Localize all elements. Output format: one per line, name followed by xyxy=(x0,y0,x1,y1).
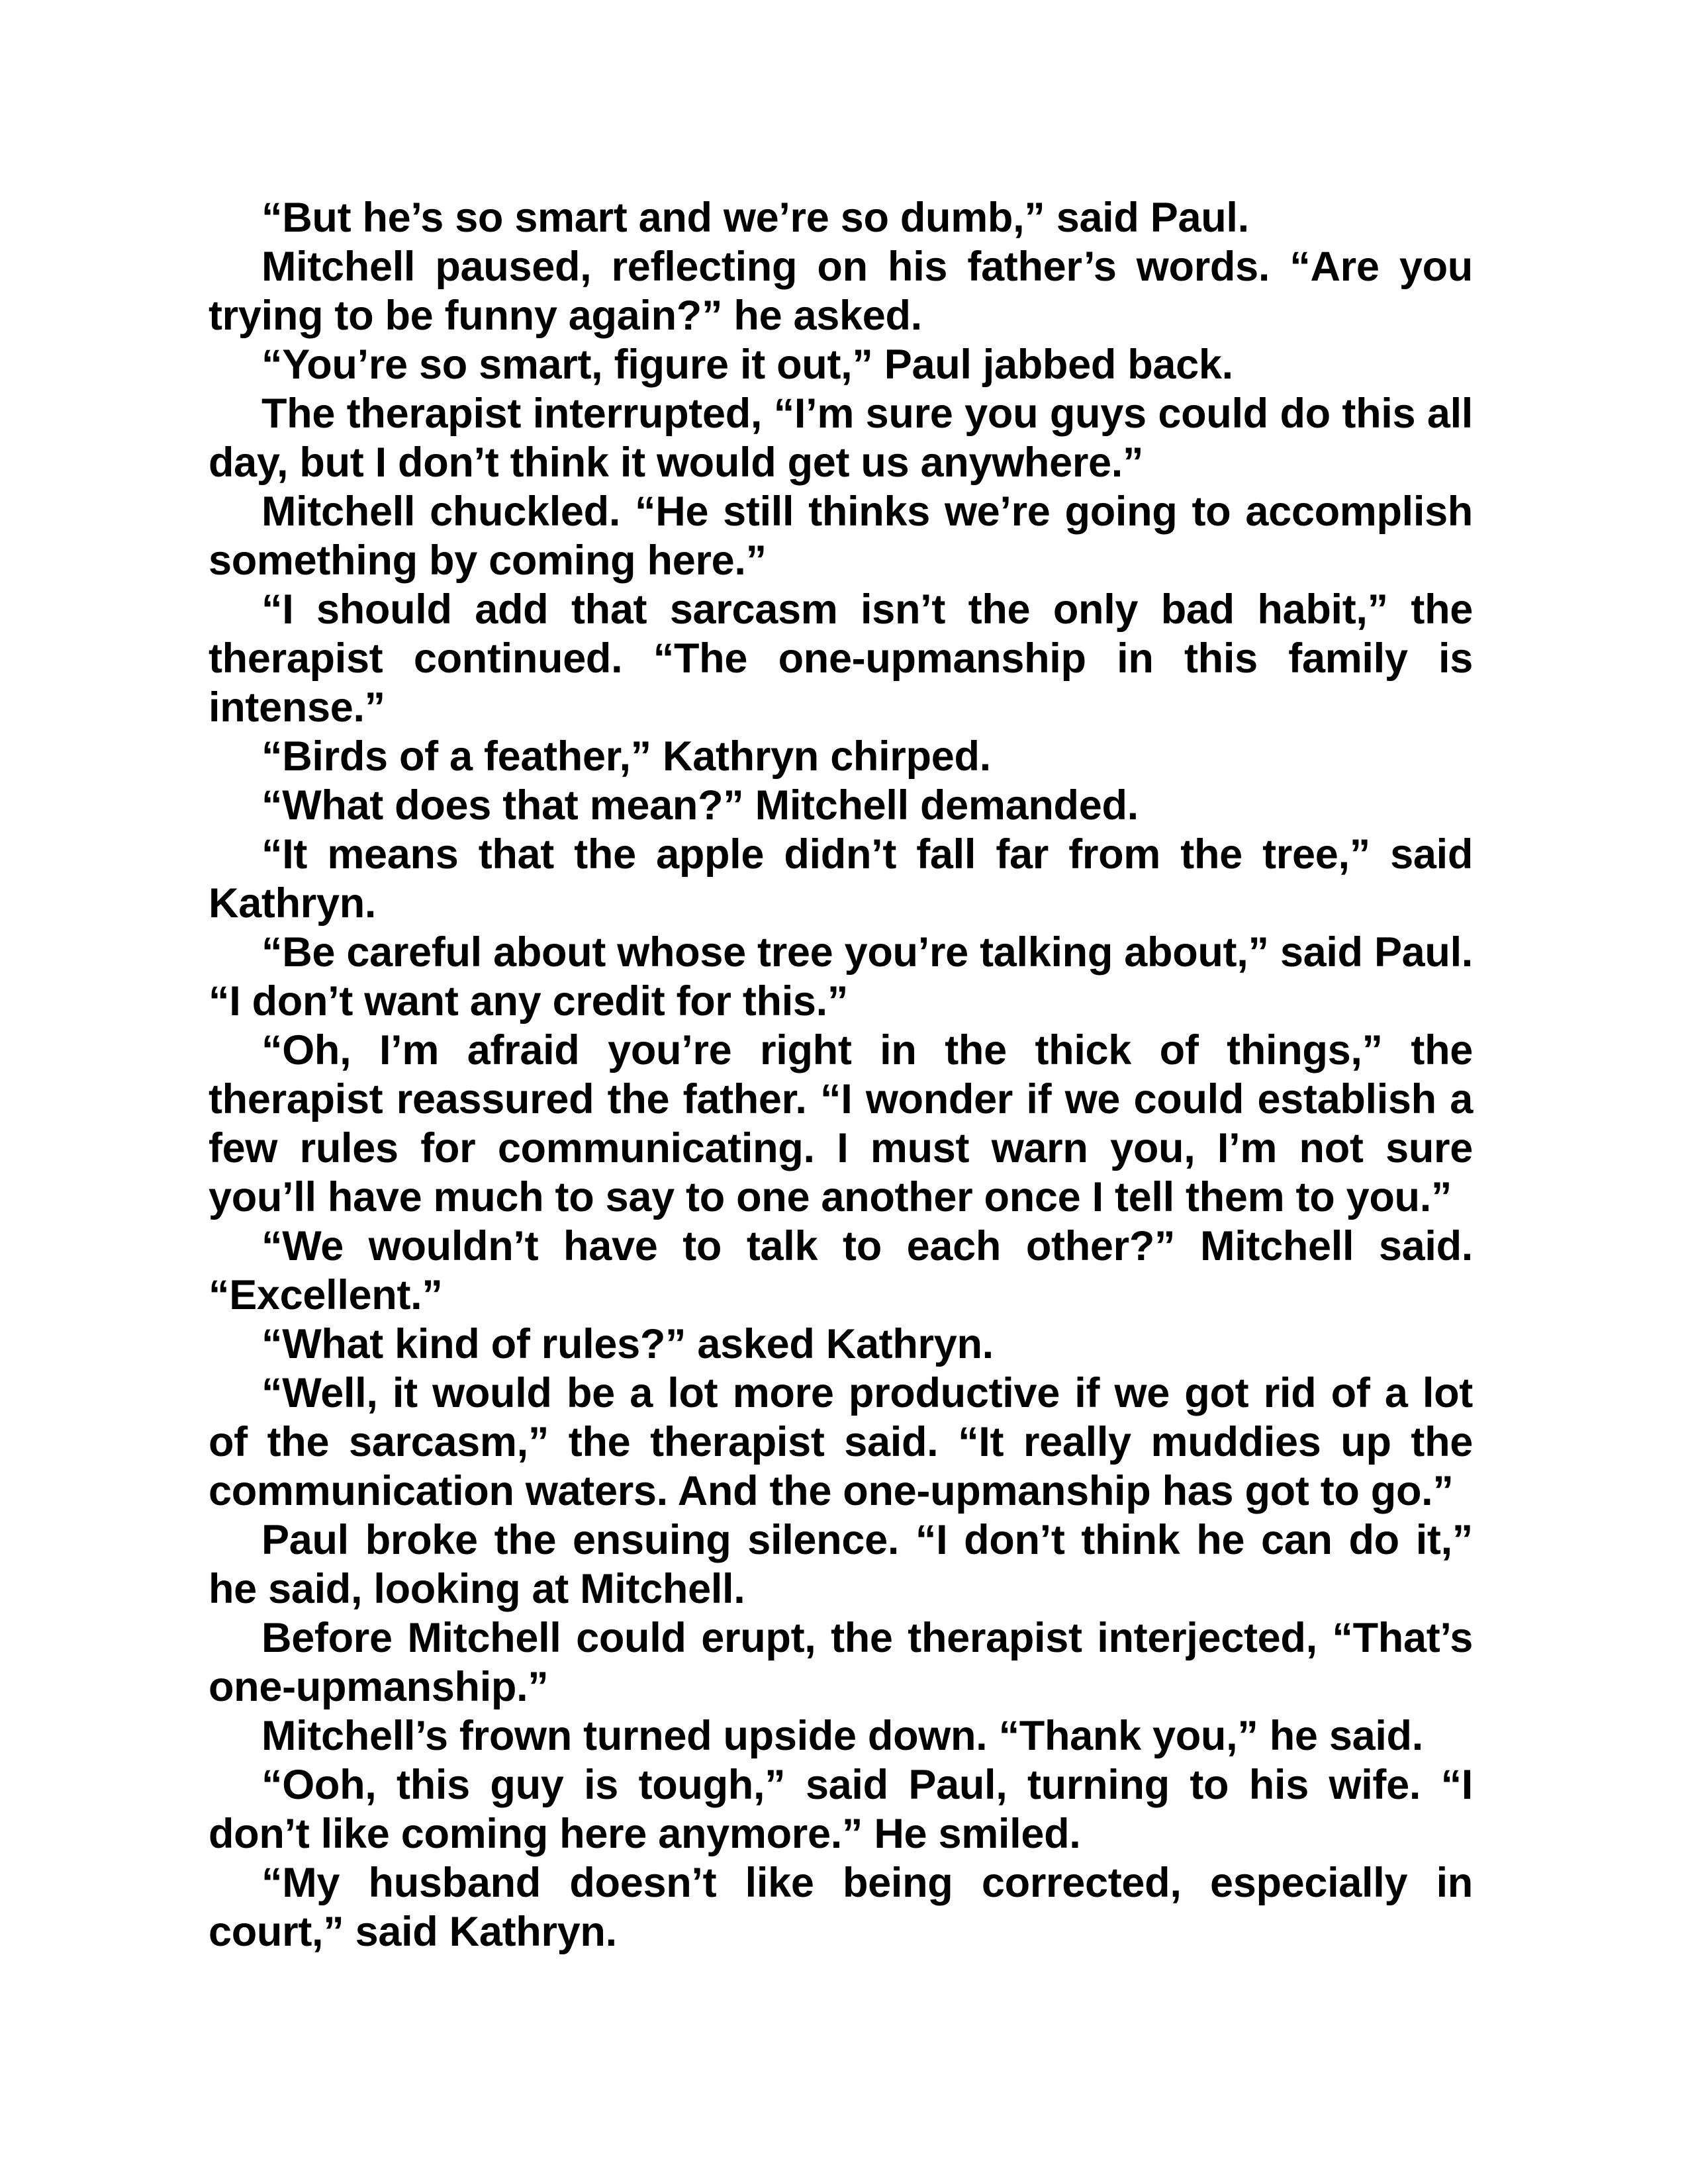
paragraph: “I should add that sarcasm isn’t the only bad habit,” the therapist continued. “The one-upmanship in this family is intense.” xyxy=(209,586,1473,731)
paragraph: “Well, it would be a lot more productive if we got rid of a lot of the sarcasm,” the therapist said. “It really muddies up the communication waters. And the one-upmanship has got to go.” xyxy=(209,1370,1473,1514)
paragraph: “We wouldn’t have to talk to each other?” Mitchell said. “Excellent.” xyxy=(209,1223,1473,1318)
paragraph: Mitchell chuckled. “He still thinks we’re going to accomplish something by coming here.” xyxy=(209,488,1473,584)
paragraph: “What does that mean?” Mitchell demanded. xyxy=(261,782,1139,829)
paragraph: “Oh, I’m afraid you’re right in the thick of things,” the therapist reassured the father. “I wonder if we could establish a few rules for communicating. I must warn you, I’m not sure you’ll have much to say to one another once I tell them to you.” xyxy=(209,1027,1473,1220)
paragraph: “My husband doesn’t like being corrected, especially in court,” said Kathryn. xyxy=(209,1860,1473,1955)
paragraph: Before Mitchell could erupt, the therapist interjected, “That’s one-upmanship.” xyxy=(209,1615,1473,1710)
paragraph: “What kind of rules?” asked Kathryn. xyxy=(261,1321,994,1367)
paragraph: “But he’s so smart and we’re so dumb,” said Paul. xyxy=(261,195,1249,241)
paragraph: “Ooh, this guy is tough,” said Paul, turning to his wife. “I don’t like coming here anymore.” He smiled. xyxy=(209,1762,1473,1857)
paragraph: Paul broke the ensuing silence. “I don’t think he can do it,” he said, looking at Mitchell. xyxy=(209,1517,1473,1612)
paragraph: “Be careful about whose tree you’re talking about,” said Paul. “I don’t want any credit for this.” xyxy=(209,929,1473,1024)
paragraph: “You’re so smart, figure it out,” Paul jabbed back. xyxy=(261,341,1233,388)
paragraph: “Birds of a feather,” Kathryn chirped. xyxy=(261,733,991,780)
paragraph: “It means that the apple didn’t fall far from the tree,” said Kathryn. xyxy=(209,831,1473,927)
paragraph: Mitchell’s frown turned upside down. “Thank you,” he said. xyxy=(261,1713,1423,1759)
page-text xyxy=(209,193,1473,1956)
paragraph: Mitchell paused, reflecting on his father’s words. “Are you trying to be funny again?” he asked. xyxy=(209,244,1473,339)
paragraph: The therapist interrupted, “I’m sure you guys could do this all day, but I don’t think it would get us anywhere.” xyxy=(209,390,1473,486)
